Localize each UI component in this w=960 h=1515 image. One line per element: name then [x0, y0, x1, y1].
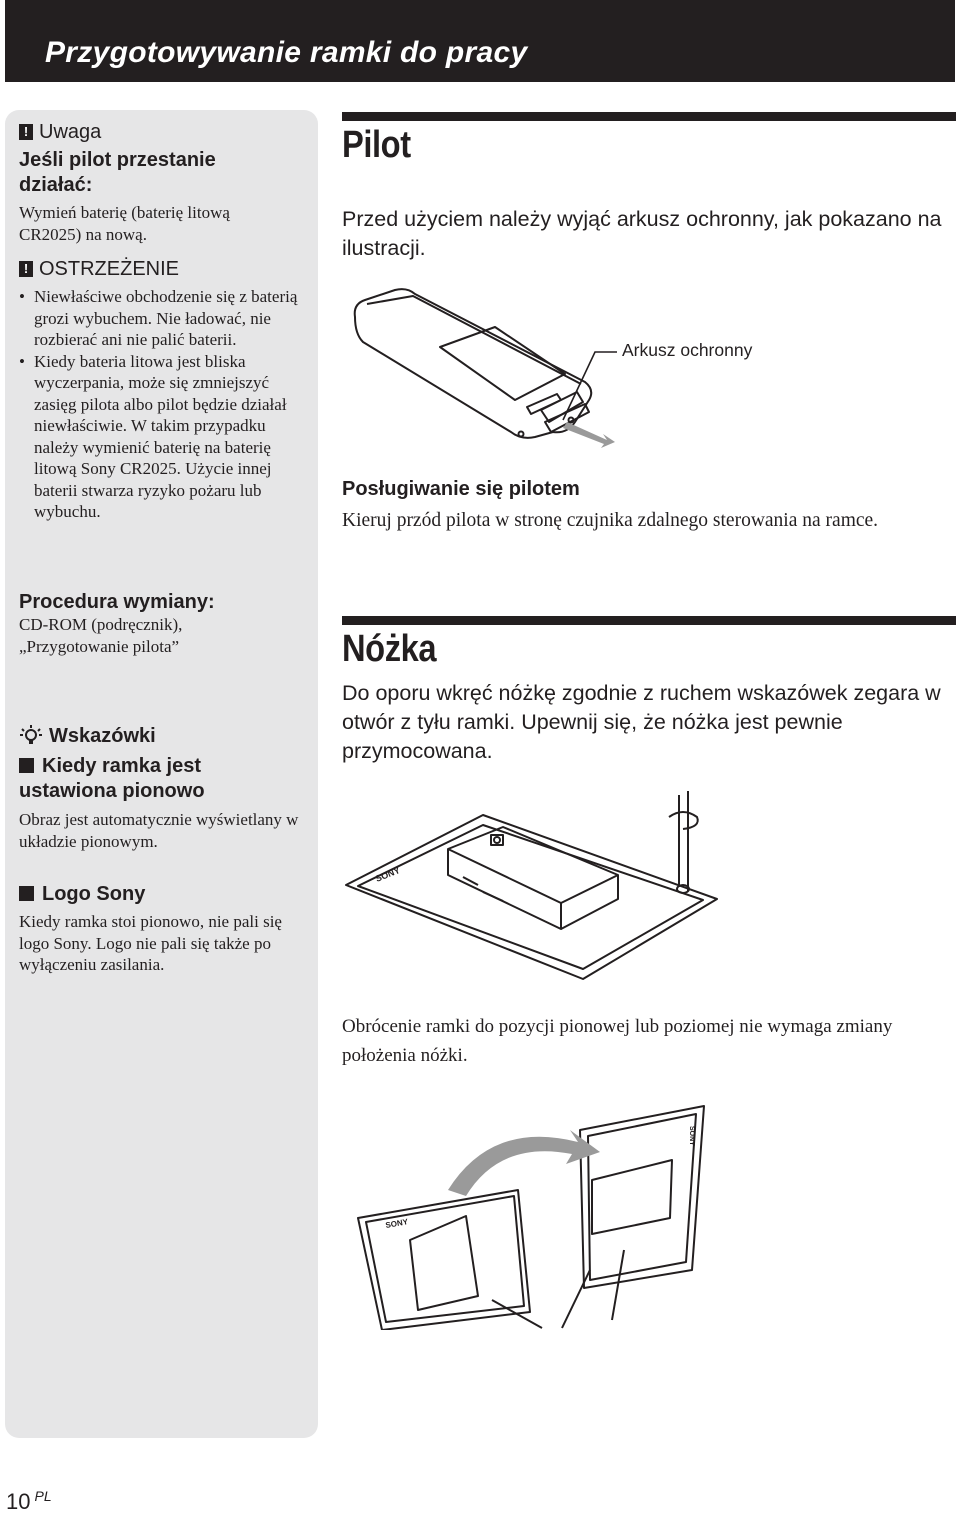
square-bullet-icon — [19, 886, 34, 901]
page-footer — [6, 1488, 52, 1515]
remote-usage-heading: Posługiwanie się pilotem — [342, 478, 580, 500]
section-rule — [342, 616, 956, 625]
brand-label-top: SONY — [374, 865, 402, 884]
section-rule — [342, 112, 956, 121]
tip-heading-portrait-label: Kiedy ramka jest ustawiona pionowo — [19, 755, 205, 802]
warning-icon: ! — [19, 261, 33, 277]
tip-text-logo: Kiedy ramka stoi pionowo, nie pali się logo Sony. Logo nie pali się także po wyłączeniu zasilania. — [19, 912, 282, 974]
procedure-text: CD-ROM (podręcznik), „Przygotowanie pilota” — [19, 615, 183, 656]
caution-text: Wymień baterię (baterię litową CR2025) na nową. — [19, 203, 230, 244]
tip-heading-logo-label: Logo Sony — [42, 883, 146, 905]
callout-protective-sheet: Arkusz ochronny — [622, 340, 753, 360]
brand-label-landscape: SONY — [384, 1217, 409, 1230]
sidebar-panel — [5, 110, 318, 1438]
remote-intro: Przed użyciem należy wyjąć arkusz ochronny, jak pokazano na ilustracji. — [342, 207, 942, 260]
section-title-remote: Pilot — [342, 124, 411, 166]
tip-text-portrait: Obraz jest automatycznie wyświetlany w układzie pionowym. — [19, 810, 299, 851]
lightbulb-icon — [19, 724, 43, 748]
warning-list — [19, 286, 299, 523]
header-bar — [5, 0, 955, 82]
stand-intro: Do oporu wkręć nóżkę zgodnie z ruchem wskazówek zegara w otwór z tyłu ramki. Upewnij się, że nóżka jest pewnie przymocowana. — [342, 681, 941, 763]
page-number: 10 — [6, 1489, 31, 1514]
section-title-stand: Nóżka — [342, 628, 437, 670]
caution-subheading: Jeśli pilot przestanie działać: — [19, 149, 216, 196]
warning-item: • Niewłaściwe obchodzenie się z baterią grozi wybuchem. Nie ładować, nie rozbierać ani nie palić baterii. — [19, 286, 299, 351]
tip-heading-portrait — [19, 754, 239, 804]
brand-label-portrait: SONY — [688, 1126, 695, 1146]
stand-note: Obrócenie ramki do pozycji pionowej lub poziomej nie wymaga zmiany położenia nóżki. — [342, 1016, 893, 1066]
remote-usage-text: Kieruj przód pilota w stronę czujnika zdalnego sterowania na ramce. — [342, 510, 879, 531]
caution-icon: ! — [19, 124, 33, 140]
stand-attach-illustration — [343, 787, 723, 987]
tips-heading-label: Wskazówki — [49, 725, 156, 747]
square-bullet-icon — [19, 758, 34, 773]
page-title: Przygotowywanie ramki do pracy — [45, 36, 528, 69]
page-language: PL — [34, 1488, 52, 1504]
tips-heading — [19, 724, 156, 748]
warning-heading-label: OSTRZEŻENIE — [39, 258, 180, 280]
caution-heading — [19, 120, 101, 144]
tip-heading-logo — [19, 882, 145, 907]
remote-control-illustration — [345, 282, 645, 452]
caution-heading-label: Uwaga — [39, 121, 102, 143]
warning-item: • Kiedy bateria litowa jest bliska wyczerpania, może się zmniejszyć zasięg pilota albo pilot będzie działał niewłaściwie. W takim przypadku należy wymienić baterię na baterię litową Sony CR2025. Użycie innej baterii stwarza ryzyko pożaru lub wybuchu. — [19, 351, 292, 523]
warning-heading — [19, 257, 179, 281]
rotate-frame-illustration — [352, 1100, 712, 1330]
procedure-heading: Procedura wymiany: — [19, 591, 215, 613]
